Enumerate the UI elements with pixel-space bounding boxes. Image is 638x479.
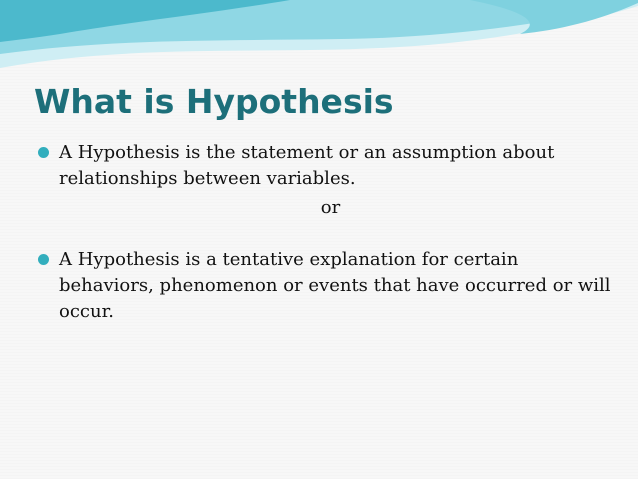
bullet-item <box>38 140 613 192</box>
bullet-item <box>38 247 613 325</box>
slide-body <box>38 140 613 325</box>
spacer <box>38 221 613 247</box>
bullet-dot-icon <box>38 254 49 265</box>
bullet-text: A Hypothesis is the statement or an assumption about relationships between variables. <box>59 142 555 189</box>
separator-text: or <box>320 197 341 218</box>
bullet-dot-icon <box>38 147 49 158</box>
header-wave-decoration <box>0 0 638 80</box>
bullet-text: A Hypothesis is a tentative explanation for certain behaviors, phenomenon or events that have occurred or will occur. <box>59 249 611 322</box>
slide-title: What is Hypothesis <box>34 82 394 121</box>
